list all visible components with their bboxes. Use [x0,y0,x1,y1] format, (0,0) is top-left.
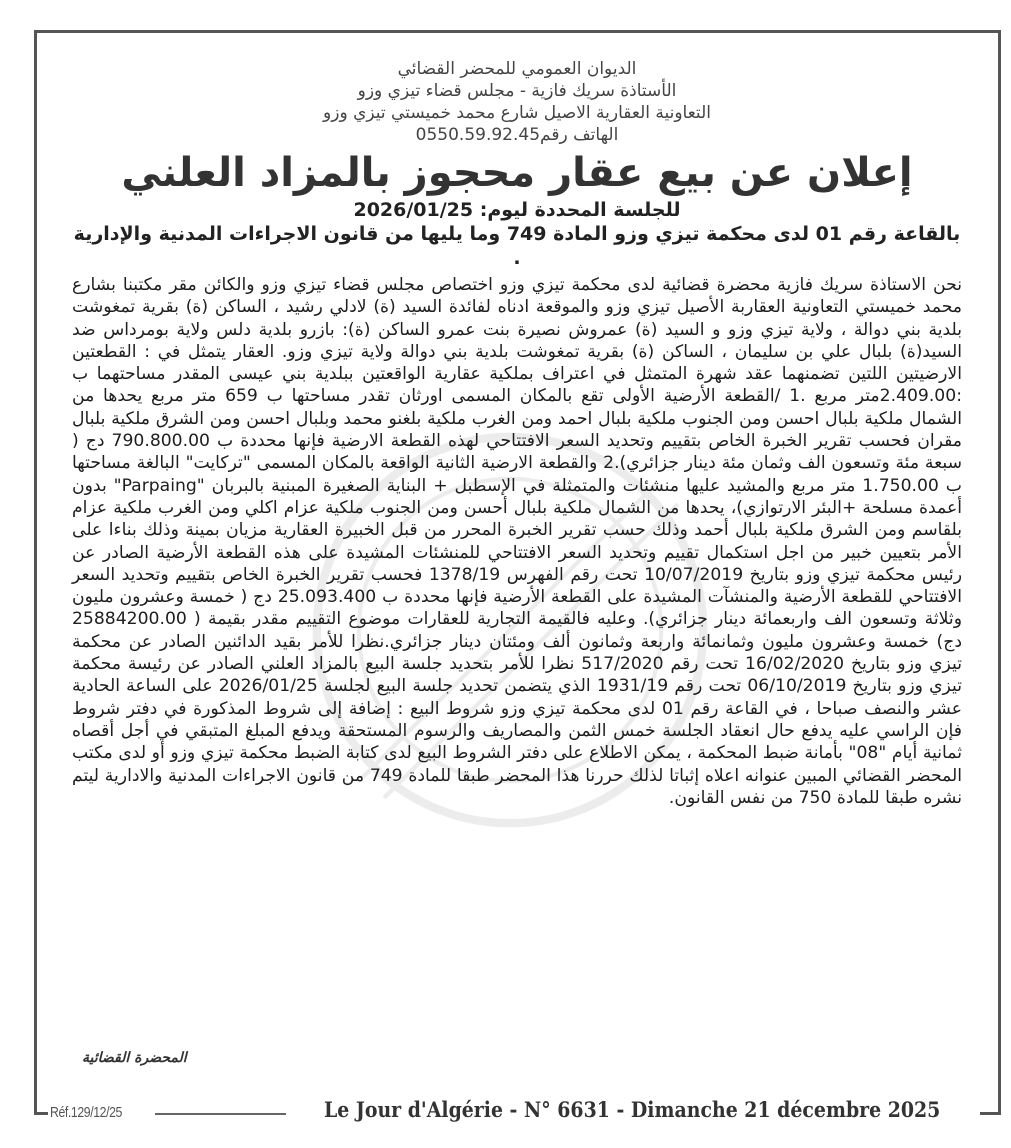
venue-line: بالقاعة رقم 01 لدى محكمة تيزي وزو المادة 749 وما يليها من قانون الاجراءات المدنية والإدارية . [73,223,961,269]
notice-body [72,274,962,809]
body-paragraph: نحن الاستاذة سريك فازية محضرة قضائية لدى محكمة تيزي وزو اختصاص مجلس قضاء تيزي وزو والكائن مقر مكتبنا بشارع محمد خميستي التعاونية العقاربة الأصيل تيزي وزو والموقعة ادناه لفائدة السيد (ة) لادلي رشيد ، الساكن (ة) بقرية تمغوشت بلدية بني دوالة ، ولاية تيزي وزو و السيد (ة) عمروش نصيرة بنت عمرو الساكن (ة): بازرو بلدية دلس ولاية بومرداس ضد السيد(ة) بلبال علي بن سليمان ، الساكن (ة) بقرية تمغوشت بلدية بني دوالة ولاية تيزي وزو. العقار يتمثل في : القطعتين الارضيتين اللتين تضمنهما عقد شهرة المتمثل في اعتراف بملكية عقارية الواقعتين ببلدية بني عيسى المقدر مساحتهما ب :2.409.00متر مربع .1 /القطعة الأرضية الأولى تقع بالمكان المسمى اورثان تقدر مساحتها ب 659 متر مربع يحدها من الشمال ملكية بلبال احسن ومن الجنوب ملكية بلبال احمد ومن الغرب ملكية بلغنو محمد وبلبال احسن ومن الشرق ملكية بلبال مقران فحسب تقرير الخبرة الخاص بتقييم وتحديد السعر الافتتاحي لهذه القطعة الارضية فإنها محددة ب 790.800.00 دج ( سبعة مئة وتسعون الف وثمان مئة دينار جزائري).2 والقطعة الارضية الثانية الواقعة بالمكان المسمى "تركايت" البالغة مساحتها ب 1.750.00 متر مربع والمشيد عليها منشئات والمتمثلة في الإسطبل + البناية الصغيرة المبنية بالبربان "Parpaing" بدون أعمدة مسلحة +البئر الارتوازي)، يحدها من الشمال ملكية بلبال أحسن ومن الجنوب ملكية عزام اكلي ومن الغرب ملكية عزام بلقاسم ومن الشرق ملكية بلبال أحمد وذلك حسب تقرير الخبرة المحرر من قبل الخبيرة العقارية مزيان بمينة وذلك بناءا على الأمر بتعيين خبير من اجل استكمال تقييم وتحديد السعر الافتتاحي للمنشئات المشيدة على هذه القطعة الأرضية الصادر عن رئيس محكمة تيزي وزو بتاريخ 10/07/2019 تحت رقم الفهرس 1378/19 فحسب تقرير الخبرة الخاص بتقييم وتحديد السعر الافتتاحي للقطعة الأرضية والمنشآت المشيدة على القطعة الأرضية فإنها محددة ب 25.093.400 دج ( خمسة وعشرون مليون وثلاثة وتسعون الف واربعمائة دينار جزائري). وعليه فالقيمة التجارية للعقارات موضوع التقييم مقدر بقيمة ( 25884200.00 دج) خمسة وعشرون مليون وثمانمائة واربعة وثمانون ألف ومئتان دينار جزائري.نظرا للأمر بقيد الدائنين الصادر عن محكمة تيزي وزو بتاريخ 16/02/2020 تحت رقم 517/2020 نظرا للأمر بتحديد جلسة البيع بالمزاد العلني الصادر عن رئيسة محكمة تيزي وزو بتاريخ 06/10/2019 تحت رقم 1931/19 الذي يتضمن تحديد جلسة البيع لجلسة 2026/01/25 على الساعة الحادية عشر والنصف صباحا ، في القاعة رقم 01 لدى محكمة تيزي وزو شروط البيع : إضافة إلى شروط المذكورة في دفتر شروط فإن الراسي عليه يدفع حال انعقاد الجلسة خمس الثمن والمصاريف والرسوم المستحقة ويدفع المبلغ المتبقي في أجل أقصاه ثمانية أيام "08" بأمانة ضبط المحكمة ، يمكن الاطلاع على دفتر الشروط البيع لدى كتابة الضبط محكمة تيزي وزو أو لدى مكتب المحضر القضائي المبين عنوانه اعلاه إثباتا لذلك حررنا هذا المحضر طبقا للمادة 749 من قانون الاجراءات المدنية والادارية ليتم نشره طبقا للمادة 750 من نفس القانون. [72,275,963,808]
notice-content [72,58,962,809]
office-name: الديوان العمومي للمحضر القضائي [397,59,637,79]
phone-number: 0550.59.92.45 [415,125,541,145]
notice-border-bottom-left [34,1112,48,1115]
notice-border-bottom-right [980,1112,1001,1115]
bailiff-name: الأستاذة سريك فازية - مجلس قضاء تيزي وزو [357,81,677,101]
session-label: للجلسة المحددة ليوم: [479,199,681,221]
reference-number: Réf.129/12/25 [50,1104,122,1121]
publication-line: Le Jour d'Algérie - N° 6631 - Dimanche 21 décembre 2025 [324,1097,941,1122]
session-date: 2026/01/25 [353,199,474,221]
phone-line [72,124,962,146]
signature: المحضرة القضائية [82,1050,187,1066]
session-line [72,198,962,222]
office-address: التعاونية العقارية الاصيل شارع محمد خميستي تيزي وزو [323,103,711,123]
footer-divider [155,1113,286,1115]
phone-label: الهاتف رقم [540,125,619,145]
notice-title: إعلان عن بيع عقار محجوز بالمزاد العلني [121,150,913,196]
